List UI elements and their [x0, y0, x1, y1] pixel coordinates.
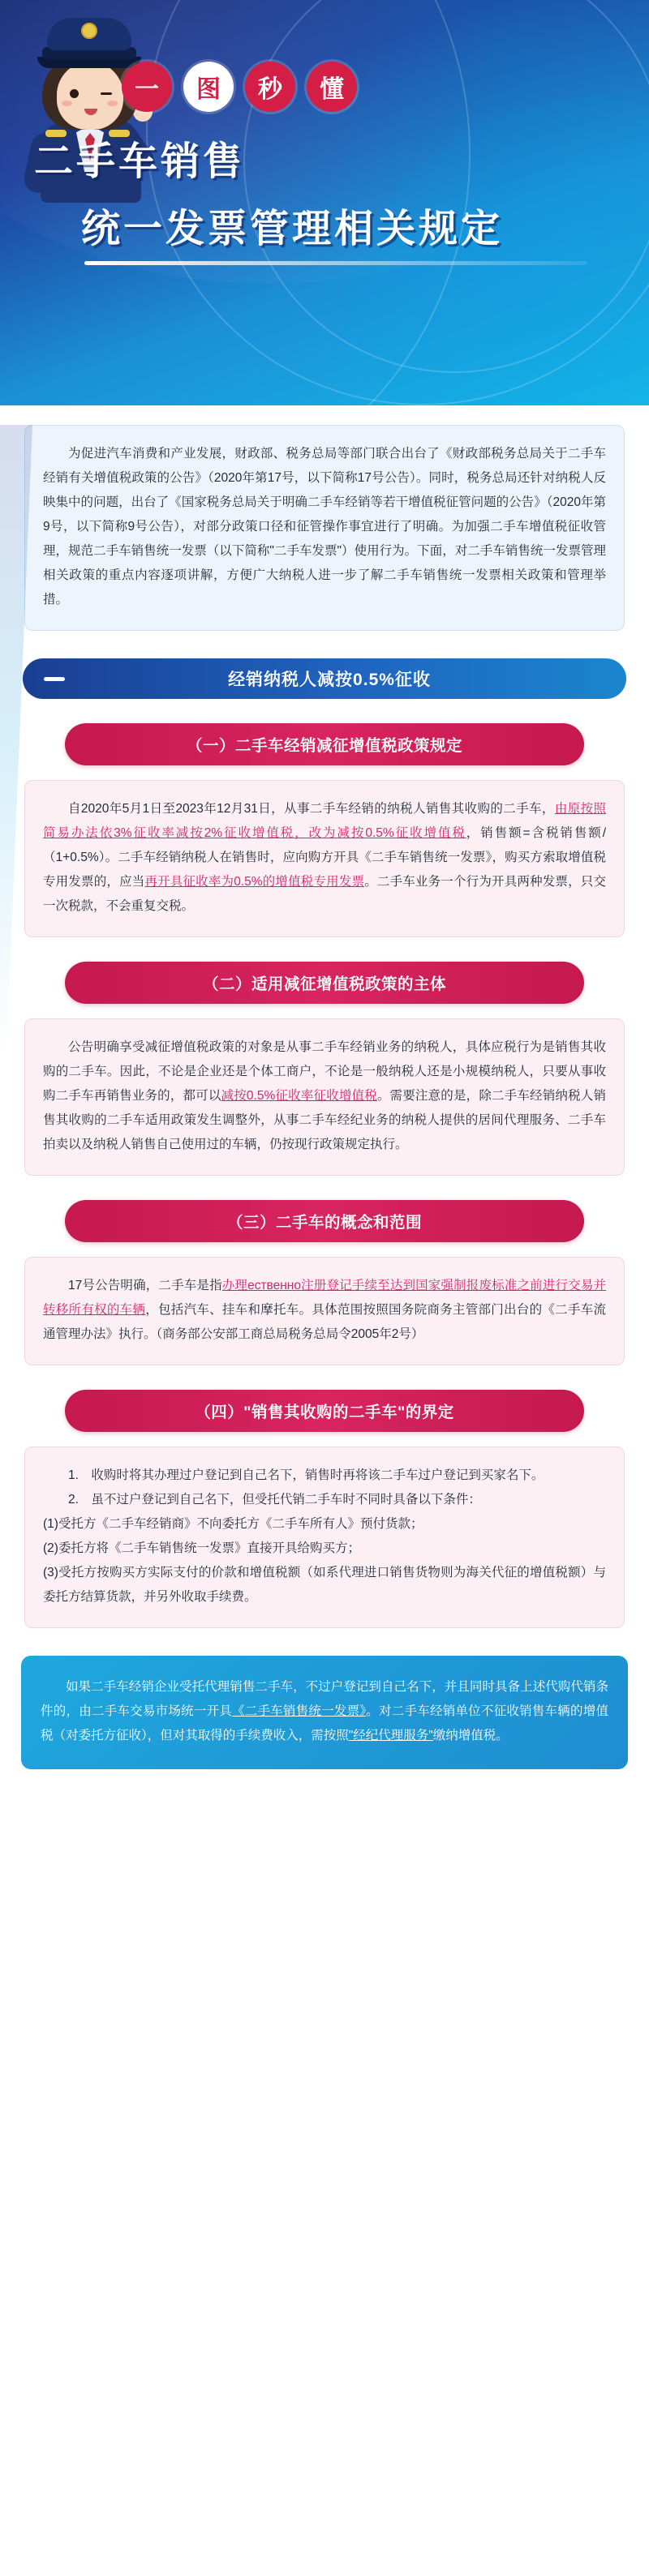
mascot-eye-left: [70, 89, 79, 98]
header-badge-2: 图: [183, 62, 234, 112]
header-badge-1: 一: [122, 62, 172, 112]
s3-highlight-1: 办理ественно注册登记手续至达到国家强制报废标准之前进行交易并转移所有权的车辆: [43, 1279, 606, 1317]
header-title-underline: [84, 261, 587, 265]
subsection-2-body: [24, 1018, 625, 1176]
header-title-block: [31, 130, 631, 265]
final-highlight-2: "经纪代理服务": [348, 1729, 433, 1742]
header-badge-row: [122, 62, 357, 112]
ribbon-dash-icon: [44, 677, 65, 681]
page-content: [0, 425, 649, 1802]
section-ribbon-heading: [23, 658, 626, 699]
subsection-3-paragraph: [43, 1274, 606, 1347]
final-text-part3: 缴纳增值税。: [432, 1729, 509, 1742]
subsection-2-paragraph: [43, 1035, 606, 1157]
final-highlight-1: 《二手车销售统一发票》: [231, 1704, 367, 1718]
mascot-cheek-left: [62, 101, 72, 106]
ribbon-title: 经销纳税人减按0.5%征收: [228, 671, 431, 689]
final-text-part2: 。对二手车经销单位不征收销售车辆的增值税（对委托方征收），但对其取得的手续费收入，需按照: [41, 1704, 608, 1742]
subsection-4-subitem-1: (1)受托方《二手车经销商》不向委托方《二手车所有人》预付货款；: [43, 1517, 423, 1531]
mascot-cap-badge-icon: [81, 23, 97, 39]
subsection-3-body: [24, 1257, 625, 1365]
summary-box: [21, 1656, 628, 1769]
s2-text-part2: 。需要注意的是，除二手车经销纳税人销售其收购的二手车适用政策发生调整外，从事二手车经纪业务的纳税人提供的居间代理服务、二手车拍卖以及纳税人销售自己使用过的车辆，仍按现行政策规定执行。: [43, 1089, 606, 1151]
s1-text-part3: 。二手车业务一个行为开具两种发票，只交一次税款，不会重复交税。: [43, 875, 606, 913]
intro-paragraph: 为促进汽车消费和产业发展，财政部、税务总局等部门联合出台了《财政部税务总局关于二手车经销有关增值税政策的公告》（2020年第17号，以下简称17号公告）。同时，税务总局还针对纳税人反映集中的问题，出台了《国家税务总局关于明确二手车经销等若干增值税征管问题的公告》（2020年第9号，以下简称9号公告），对部分政策口径和征管操作事宜进行了明确。为加强二手车增值税征收管理，规范二手车销售统一发票（以下简称"二手车发票"）使用行为。下面，对二手车销售统一发票管理相关政策的重点内容逐项讲解，方便广大纳税人进一步了解二手车销售统一发票相关政策和管理举措。: [43, 447, 606, 606]
subsection-2-heading: （二）适用减征增值税政策的主体: [65, 962, 584, 1004]
subsection-3-heading: （三）二手车的概念和范围: [65, 1200, 584, 1242]
header-title-line-2: 统一发票管理相关规定: [81, 208, 504, 251]
s2-highlight-1: 减按0.5%征收率征收增值税: [221, 1089, 377, 1103]
subsection-4-subitem-2: (2)委托方将《二手车销售统一发票》直接开具给购买方；: [43, 1541, 360, 1555]
subsection-1-paragraph: [43, 797, 606, 919]
s3-text-part2: ，包括汽车、挂车和摩托车。具体范围按照国务院商务主管部门出台的《二手车流通管理办法》执行。（商务部公安部工商总局税务总局令2005年2号）: [43, 1303, 606, 1341]
subsection-4-subitem-3: (3)受托方按购买方实际支付的价款和增值税额（如系代理进口销售货物则为海关代征的增值税额）与委托方结算货款，并另外收取手续费。: [43, 1566, 606, 1604]
subsection-4-heading: （四）"销售其收购的二手车"的界定: [65, 1390, 584, 1432]
s3-text-part1: 17号公告明确，二手车是指: [68, 1279, 222, 1292]
mascot-eye-right-wink: [101, 92, 112, 95]
s1-highlight-2: 再开具征收率为0.5%的增值税专用发票: [144, 875, 365, 889]
summary-paragraph: [41, 1675, 608, 1748]
page-header: [0, 0, 649, 405]
s1-highlight-1: 由原按照简易办法依3%征收率减按2%征收增值税，改为减按0.5%征收增值税: [43, 802, 606, 840]
header-title-line-1: 二手车销售: [34, 140, 246, 183]
s1-text-part1: 自2020年5月1日至2023年12月31日，从事二手车经销的纳税人销售其收购的二手车，: [68, 802, 555, 816]
subsection-1-body: [24, 780, 625, 937]
intro-box: [24, 425, 625, 631]
s2-text-part1: 公告明确享受减征增值税政策的对象是从事二手车经销业务的纳税人，具体应税行为是销售其收购的二手车。因此，不论是企业还是个体工商户，不论是一般纳税人还是小规模纳税人，只要从事收购二手车再销售业务的，都可以: [43, 1040, 606, 1103]
header-badge-3: 秒: [245, 62, 295, 112]
mascot-face: [57, 62, 123, 130]
mascot-cheek-right: [107, 101, 118, 106]
subsection-4-item-2: 2. 虽不过户登记到自己名下，但受托代销二手车时不同时具备以下条件：: [68, 1493, 481, 1507]
subsection-1-heading: （一）二手车经销减征增值税政策规定: [65, 723, 584, 765]
header-badge-4: 懂: [307, 62, 357, 112]
subsection-4-body: [24, 1447, 625, 1628]
s1-text-part2: ，销售额=含税销售额/（1+0.5%）。二手车经销纳税人在销售时，应向购方开具《二手车销售统一发票》，购买方索取增值税专用发票的，应当: [43, 826, 606, 889]
final-text-part1: 如果二手车经销企业受托代理销售二手车，不过户登记到自己名下，并且同时具备上述代购代销条件的，由二手车交易市场统一开具: [41, 1680, 608, 1718]
subsection-4-item-1: 1. 收购时将其办理过户登记到自己名下，销售时再将该二手车过户登记到买家名下。: [68, 1468, 544, 1482]
